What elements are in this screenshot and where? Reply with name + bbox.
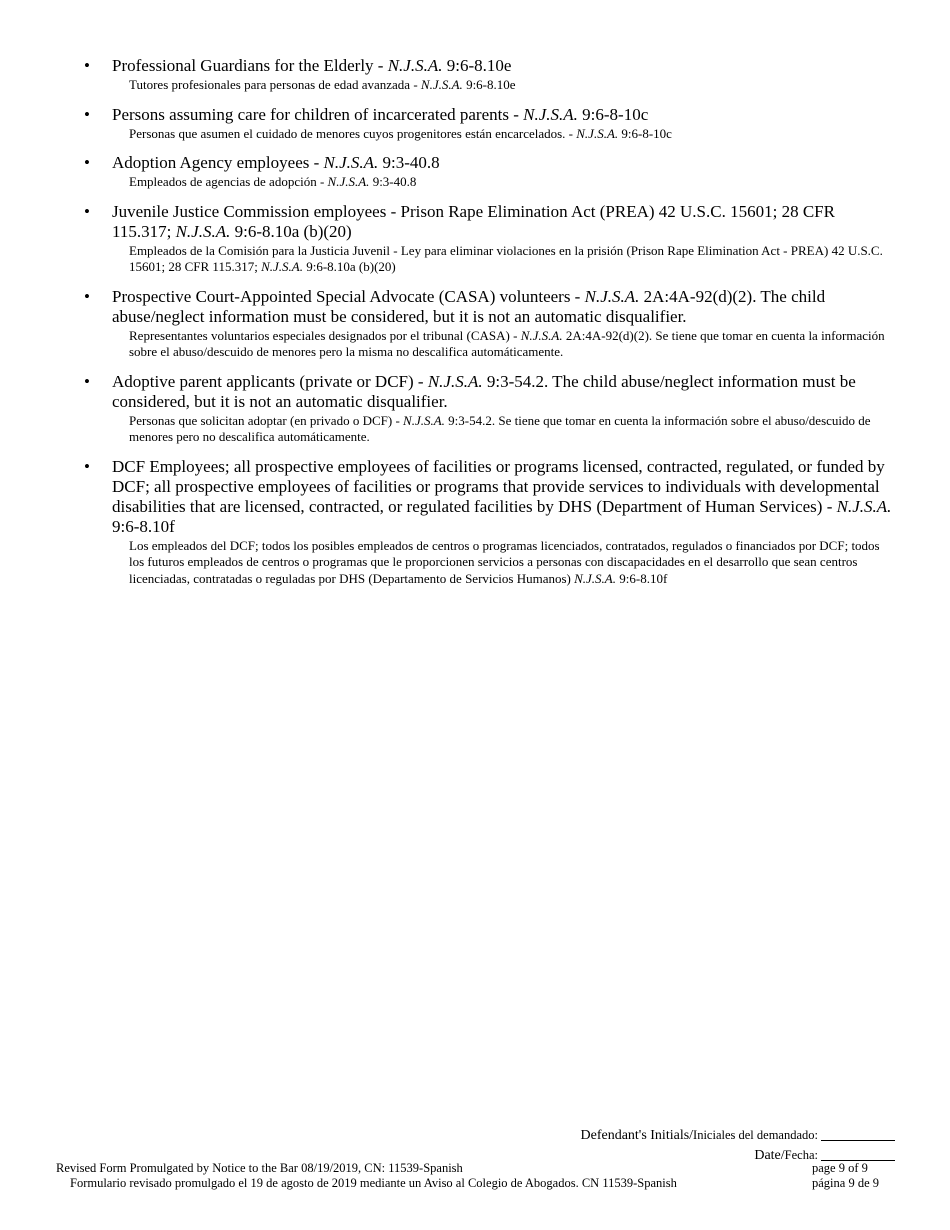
item-spanish: Empleados de la Comisión para la Justicia Juvenil - Ley para eliminar violaciones en la prisión (Prison Rape Elimination Act - PREA) 42 U.S.C. 15601; 28 CFR 115.317; N.J.S.A. 9:6-8.10a (b)(20): [129, 242, 883, 274]
requirement-list: [0, 56, 950, 598]
list-item: [0, 202, 950, 276]
footer-revision-en: Revised Form Promulgated by Notice to the Bar 08/19/2019, CN: 11539-Spanish: [56, 1161, 463, 1175]
bullet-icon: •: [84, 104, 90, 124]
item-english: Juvenile Justice Commission employees - Prison Rape Elimination Act (PREA) 42 U.S.C. 15601; 28 CFR 115.317; N.J.S.A. 9:6-8.10a (b)(20): [112, 201, 835, 241]
date-label-en: Date/: [754, 1148, 785, 1163]
list-item: [0, 457, 950, 588]
bullet-icon: •: [84, 371, 90, 391]
page-number-en: page 9 of 9: [812, 1161, 868, 1175]
date-label-es: Fecha:: [784, 1148, 818, 1162]
item-spanish: Los empleados del DCF; todos los posibles empleados de centros o programas licenciados, contratados, regulados o financiados por DCF; todos los futuros empleados de centros o programas que le proporcionen servicios a personas con discapacidades en el desarrollo que sean centros licenciadas, contratadas o reguladas por DHS (Departamento de Servicios Humanos) N.J.S.A. 9:6-8.10f: [129, 537, 880, 586]
initials-label-es: Iniciales del demandado:: [693, 1128, 818, 1142]
item-english: Prospective Court-Appointed Special Advocate (CASA) volunteers - N.J.S.A. 2A:4A-92(d)(2). The child abuse/neglect information must be considered, but it is not an automatic disqualifier.: [112, 286, 826, 326]
list-item: [0, 287, 950, 361]
item-english: Adoption Agency employees - N.J.S.A. 9:3-40.8: [112, 153, 440, 172]
defendant-initials-field: [0, 1126, 895, 1144]
item-english: Adoptive parent applicants (private or DCF) - N.J.S.A. 9:3-54.2. The child abuse/neglect information must be considered, but it is not an automatic disqualifier.: [112, 371, 856, 411]
bullet-icon: •: [84, 456, 90, 476]
item-spanish: Tutores profesionales para personas de edad avanzada - N.J.S.A. 9:6-8.10e: [129, 77, 516, 92]
initials-label-en: Defendant's Initials/: [580, 1128, 694, 1143]
page-number-es: página 9 de 9: [812, 1176, 879, 1190]
item-spanish: Representantes voluntarios especiales designados por el tribunal (CASA) - N.J.S.A. 2A:4A-92(d)(2). Se tiene que tomar en cuenta la información sobre el abuso/descuido de menores pero la misma no descalifica automáticamente.: [129, 327, 885, 359]
bullet-icon: •: [84, 286, 90, 306]
date-blank[interactable]: [821, 1147, 895, 1161]
list-item: [0, 56, 950, 94]
item-spanish: Personas que asumen el cuidado de menores cuyos progenitores están encarcelados. - N.J.S.A. 9:6-8-10c: [129, 125, 672, 141]
item-english: Persons assuming care for children of incarcerated parents - N.J.S.A. 9:6-8-10c: [112, 104, 649, 124]
item-spanish: Personas que solicitan adoptar (en privado o DCF) - N.J.S.A. 9:3-54.2. Se tiene que tomar en cuenta la información sobre el abuso/descuido de menores pero no descalifica automáticamente.: [129, 412, 871, 444]
item-english: DCF Employees; all prospective employees of facilities or programs licensed, contracted, regulated, or funded by DCF; all prospective employees of facilities or programs that provide services to individuals with developmental disabilities that are licensed, contracted, or regulated facilities by DHS (Department of Human Services) - N.J.S.A. 9:6-8.10f: [112, 456, 892, 536]
list-item: [0, 372, 950, 446]
bullet-icon: •: [84, 56, 90, 75]
list-item: [0, 153, 950, 191]
item-english: Professional Guardians for the Elderly - N.J.S.A. 9:6-8.10e: [112, 56, 512, 75]
item-spanish: Empleados de agencias de adopción - N.J.S.A. 9:3-40.8: [129, 174, 417, 189]
bullet-icon: •: [84, 201, 90, 221]
initials-blank[interactable]: [821, 1127, 895, 1141]
list-item: [0, 105, 950, 143]
footer-revision-es: Formulario revisado promulgado el 19 de agosto de 2019 mediante un Aviso al Colegio de Abogados. CN 11539-Spanish: [70, 1176, 677, 1190]
bullet-icon: •: [84, 153, 90, 172]
